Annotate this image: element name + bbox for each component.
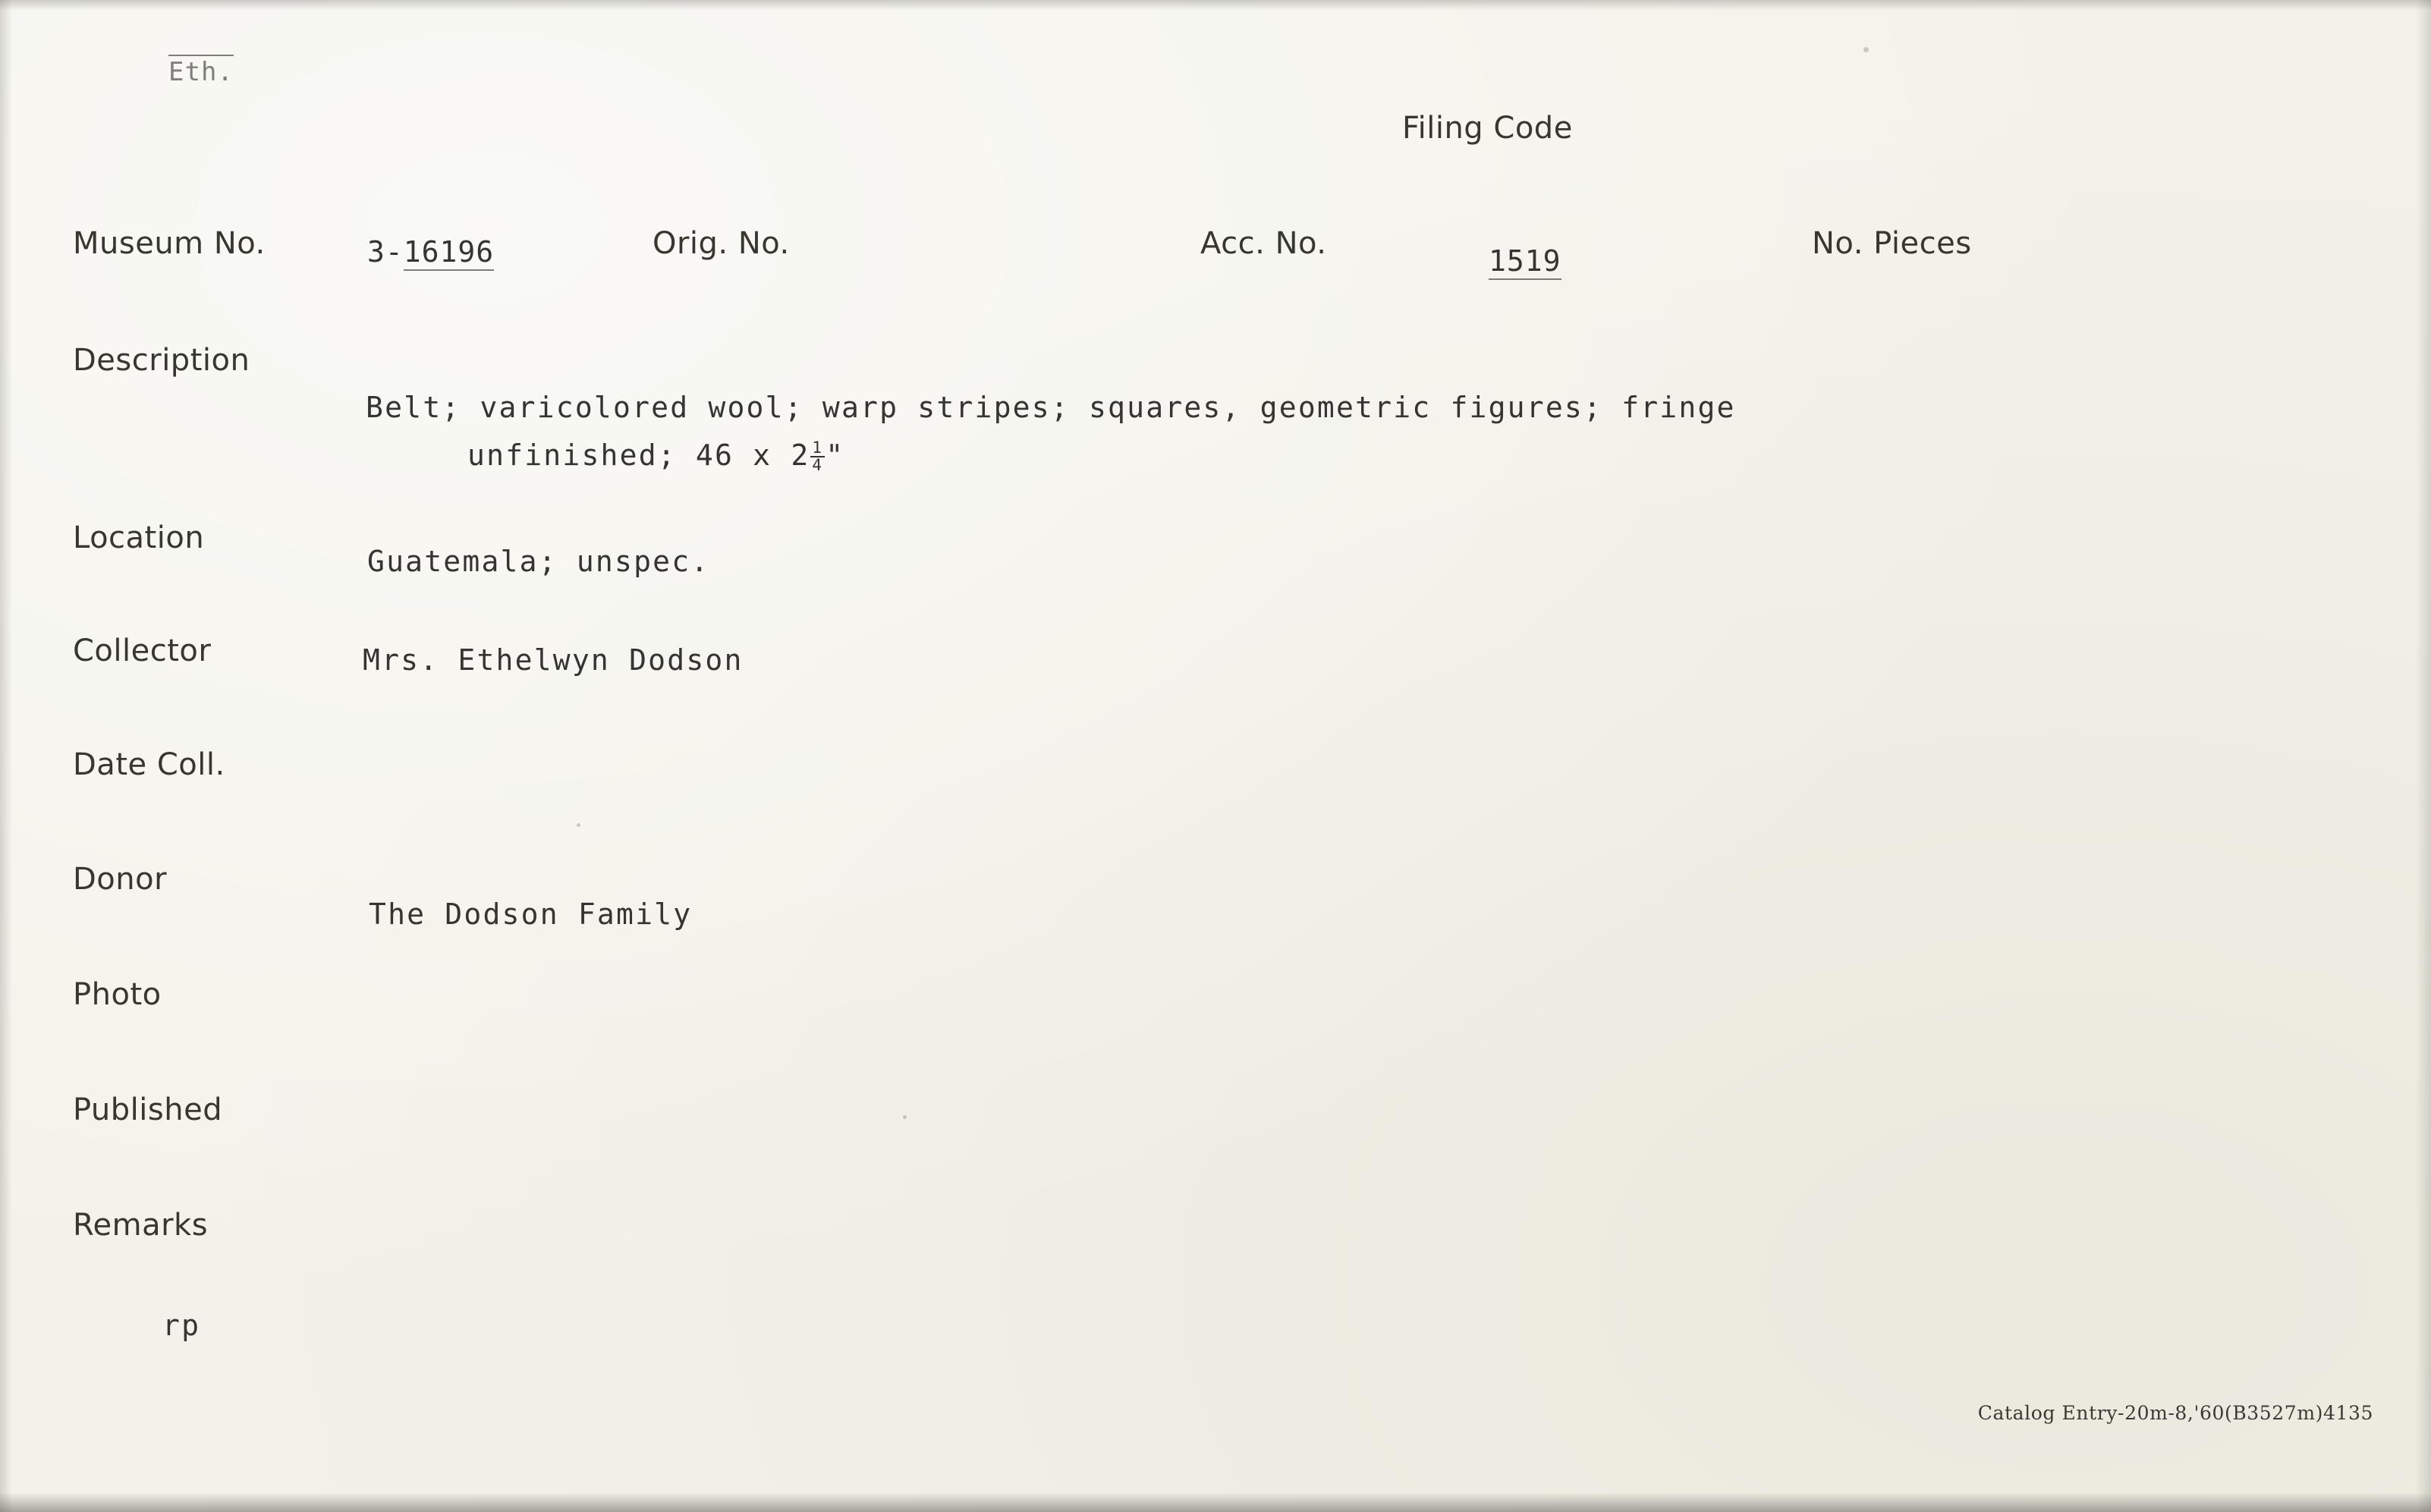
eth-stamp <box>168 55 234 87</box>
description-label: Description <box>73 343 250 378</box>
scan-edge-right <box>2416 0 2431 1512</box>
donor-value: The Dodson Family <box>369 897 693 931</box>
orig-no-label: Orig. No. <box>653 226 790 261</box>
fraction-denominator: 4 <box>812 456 824 475</box>
published-label: Published <box>73 1092 223 1127</box>
description-value-line2 <box>467 439 844 473</box>
description-line2-pre: unfinished; 46 x 2 <box>467 439 810 472</box>
scan-edge-left <box>0 0 12 1512</box>
museum-no-label: Museum No. <box>73 226 266 261</box>
location-value: Guatemala; unspec. <box>367 545 710 578</box>
fraction-one-quarter <box>810 440 825 473</box>
location-label: Location <box>73 520 205 555</box>
acc-no-value <box>1489 244 1561 278</box>
fraction-numerator: 1 <box>812 439 824 457</box>
filing-code-label: Filing Code <box>1402 111 1573 146</box>
collector-label: Collector <box>73 633 212 668</box>
photo-label: Photo <box>73 977 162 1012</box>
description-line2-post: " <box>826 439 845 472</box>
scan-edge-bottom <box>0 1492 2431 1512</box>
acc-no-value-text: 1519 <box>1489 244 1561 280</box>
paper-speck <box>1863 47 1869 52</box>
no-pieces-label: No. Pieces <box>1812 226 1972 261</box>
donor-label: Donor <box>73 862 168 897</box>
description-value-line1: Belt; varicolored wool; warp stripes; squares, geometric figures; fringe <box>366 391 1736 424</box>
eth-stamp-text: Eth. <box>168 55 234 87</box>
acc-no-label: Acc. No. <box>1200 226 1327 261</box>
paper-speck <box>903 1115 907 1119</box>
remarks-label: Remarks <box>73 1208 209 1243</box>
remarks-value: rp <box>162 1309 201 1342</box>
scan-edge-top <box>0 0 2431 11</box>
paper-speck <box>577 823 580 827</box>
catalog-entry-footer: Catalog Entry-20m-8,'60(B3527m)4135 <box>1977 1402 2373 1424</box>
date-coll-label: Date Coll. <box>73 747 225 782</box>
collector-value: Mrs. Ethelwyn Dodson <box>363 643 744 677</box>
museum-no-value: 3-16196 <box>367 235 494 269</box>
